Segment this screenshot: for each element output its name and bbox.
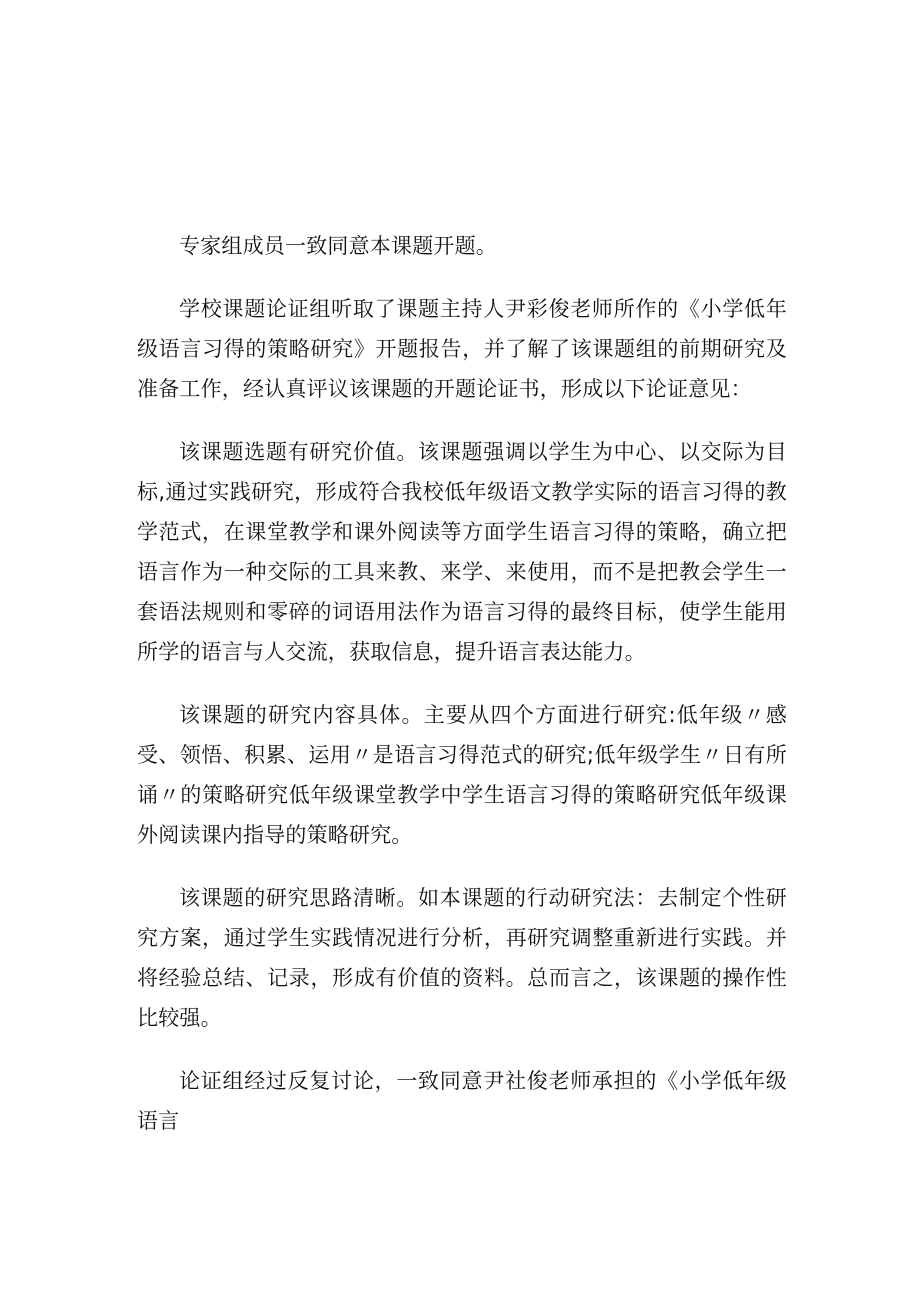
document-body [137,226,787,1141]
paragraph-intro: 学校课题论证组听取了课题主持人尹彩俊老师所作的《小学低年级语言习得的策略研究》开题报告，并了解了该课题组的前期研究及准备工作，经认真评议该课题的开题论证书，形成以下论证意见： [137,297,787,401]
paragraph-research-content: 该课题的研究内容具体。主要从四个方面进行研究:低年级〃感受、领悟、积累、运用〃是语言习得范式的研究;低年级学生〃日有所诵〃的策略研究低年级课堂教学中学生语言习得的策略研究低年级课外阅读课内指导的策略研究。 [137,703,787,847]
paragraph-conclusion: 专家组成员一致同意本课题开题。 [179,234,497,258]
paragraph-research-value: 该课题选题有研究价值。该课题强调以学生为中心、以交际为目标,通过实践研究，形成符合我校低年级语文教学实际的语言习得的教学范式，在课堂教学和课外阅读等方面学生语言习得的策略，确立把语言作为一种交际的工具来教、来学、来使用，而不是把教会学生一套语法规则和零碎的词语用法作为语言习得的最终目标，使学生能用所学的语言与人交流，获取信息，提升语言表达能力。 [137,440,787,664]
paragraph-final-decision: 论证组经过反复讨论，一致同意尹社俊老师承担的《小学低年级语言 [137,1069,787,1133]
paragraph-research-approach: 该课题的研究思路清晰。如本课题的行动研究法：去制定个性研究方案，通过学生实践情况进行分析，再研究调整重新进行实践。并将经验总结、记录，形成有价值的资料。总而言之，该课题的操作性比较强。 [137,886,787,1030]
